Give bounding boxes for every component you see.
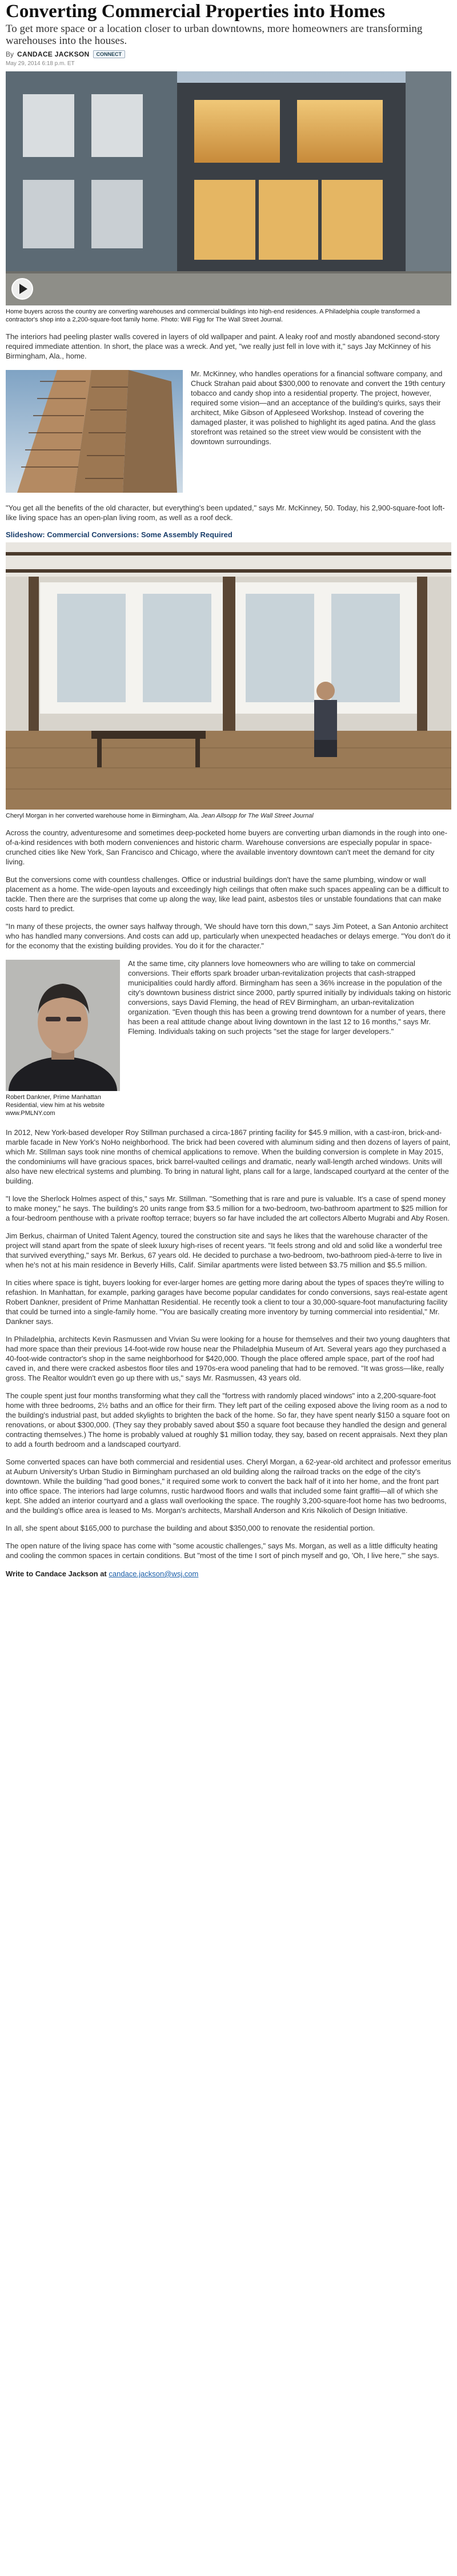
- paragraph: "In many of these projects, the owner says halfway through, 'We should have torn this down,'" says Jim Poteet, a San Antonio architect who has handled many conversions. And costs can add up, particularly when unexpected headaches or delays emerge. "You don't do it for the economy that the existing building provides. You do it for the character.": [6, 922, 451, 950]
- paragraph-with-image: [6, 369, 451, 495]
- paragraph: Across the country, adventuresome and sometimes deep-pocketed home buyers are converting urban diamonds in the rough into one-of-a-kind residences with both modern conveniences and historic charm. Warehouse conversions are especially popular in space-crunched cities like New York, San Francisco and Chicago, where the available inventory downtown can't meet the demand for city living.: [6, 828, 447, 866]
- paragraph: Some converted spaces can have both commercial and residential uses. Cheryl Morgan, a 62-year-old architect and professor emeritus at Auburn University's Urban Studio in Birmingham purchased an old building along the railroad tracks on the edge of the city's downtown. While the building "had good bones," it required some work to convert the back half of it into her home, and the front part into office space. The interiors had large columns, rustic hardwood floors and walls that included some faint graffiti—all of which she kept. She added an interior courtyard and a glass wall overlooking the space. The roughly 3,200-square-foot home has two bedrooms, and the building's office area is leased to Ms. Morgan's architects, Marshall Anderson and Kris Nikolich of Design Initiative.: [6, 1458, 451, 1515]
- play-button[interactable]: [11, 278, 33, 300]
- building-photo-image: [6, 370, 183, 493]
- paragraph: Jim Berkus, chairman of United Talent Agency, toured the construction site and says he likes that the warehouse character of the project will stand apart from the spate of sleek luxury high-rises of recent years. "It feels strong and old and solid like a wonderful tree that survived everything," says Mr. Berkus, 67 years old. He decided to purchase a two-bedroom, two-bathroom pied-à-terre to live in when he's not at his main residence in Beverly Hills, Calif. Similar apartments were listed between $3.75 million and $5.5 million.: [6, 1231, 443, 1269]
- slideshow-title[interactable]: Slideshow: Commercial Conversions: Some Assembly Required: [6, 530, 232, 539]
- byline-prefix: By: [6, 50, 14, 58]
- paragraph: In all, she spent about $165,000 to purchase the building and about $350,000 to renovate the residential portion.: [6, 1524, 375, 1532]
- portrait-link[interactable]: www.PMLNY.com: [6, 1110, 55, 1117]
- paragraph: "I love the Sherlock Holmes aspect of this," says Mr. Stillman. "Something that is rare and pure is valuable. It's a case of spend money to make money," he says. The building's 20 units range from $3.5 million for a two-bedroom, two-bathroom apartment to $25 million for a four-bedroom penthouse with a private rooftop terrace; buyers so far have included the art collectors Alberto Mugrabi and Aby Rosen.: [6, 1194, 450, 1222]
- article: [0, 1, 457, 1589]
- hero-photo: [6, 71, 451, 305]
- slideshow-caption: [6, 812, 451, 820]
- author-name[interactable]: CANDACE JACKSON: [17, 50, 90, 58]
- hero-video[interactable]: [6, 71, 451, 305]
- play-icon: [19, 284, 27, 294]
- paragraph: "You get all the benefits of the old character, but everything's been updated," says Mr. McKinney, 50. Today, his 2,900-square-foot loft-like living space has an open-plan living room, as well as a roof deck.: [6, 504, 445, 522]
- connect-button[interactable]: CONNECT: [93, 50, 126, 58]
- portrait-photo: [6, 960, 120, 1091]
- dek: To get more space or a location closer to urban downtowns, more homeowners are transforming warehouses into the houses.: [6, 23, 423, 47]
- slideshow-photo[interactable]: [6, 542, 451, 810]
- paragraph: The couple spent just four months transforming what they call the "fortress with randomly placed windows" into a 2,200-square-foot home with three bedrooms, 2½ baths and an office for their firm. They left part of the ceiling exposed above the living room as a nod to the building's industrial past, but added skylights to brighten the back of the home. So far, they have spent nearly $150 a square foot on renovations, or about $300,000. (They say they probably saved about $50 a square foot because they handled the design and general contracting themselves.) The home is probably valued at roughly $1 million today, they say, based on recent appraisals. Next they plan to add a fourth bedroom and a landscaped courtyard.: [6, 1391, 450, 1448]
- paragraph: In 2012, New York-based developer Roy Stillman purchased a circa-1867 printing facility for $45.9 million, with a cast-iron, brick-and-marble facade in New York's NoHo neighborhood. The brick had been covered with aluminum siding and then dozens of layers of paint, which Mr. Stillman says took nine months of chemical applications to remove. When the building conversion is complete in May 2015, the condominiums will have gracious spaces, brick barrel-vaulted ceilings and dramatic, nearly wall-length arched windows. Units will also have new electrical systems and plumbing. To bring in natural light, plans call for a large, landscaped courtyard at the center of the building.: [6, 1128, 451, 1185]
- paragraph: The open nature of the living space has come with "some acoustic challenges," says Ms. Morgan, as well as a little difficulty heating and cooling the common spaces in certain conditions. But "most of the time I sort of pinch myself and go, 'Oh, I live here,'" she says.: [6, 1541, 439, 1560]
- paragraph: The interiors had peeling plaster walls covered in layers of old wallpaper and paint. A leaky roof and mostly abandoned second-story required immediate attention. In short, the place was a wreck. And yet, "we really just fell in love with it," says Jay McKinney of his Birmingham, Ala., home.: [6, 332, 440, 360]
- paragraph: But the conversions come with countless challenges. Office or industrial buildings don't have the same plumbing, window or wall placement as a home. The wide-open layouts and exceedingly high ceilings that often make such spaces appealing can be a difficult to tackle. Then there are the surprises that come up along the way, like lead paint, asbestos tiles or unstable foundations that can make costs hard to predict.: [6, 875, 449, 913]
- slideshow-credit: Jean Allsopp for The Wall Street Journal: [201, 812, 314, 819]
- portrait-caption: [6, 1093, 120, 1117]
- portrait-caption-text: Robert Dankner, Prime Manhattan Residential, view him at his website: [6, 1094, 105, 1109]
- byline: [6, 50, 451, 58]
- building-photo: [6, 370, 183, 493]
- slideshow-caption-text: Cheryl Morgan in her converted warehouse home in Birmingham, Ala.: [6, 812, 200, 819]
- contact-prefix: Write to Candace Jackson at: [6, 1569, 107, 1578]
- paragraph: In Philadelphia, architects Kevin Rasmussen and Vivian Su were looking for a house for themselves and their two young daughters that had more space than their previous 14-foot-wide row house near the Philadelphia Museum of Art. Several years ago they purchased a 40-foot-wide contractor's shop in the same neighborhood for $420,000. Though the place offered ample space, part of the roof had caved in, and there were cracked asbestos floor tiles and 1970s-era wood paneling that had to be removed. "It was gross—like, really gross. The Realtor wouldn't even go up there with us," says Mr. Rasmussen, 43 years old.: [6, 1335, 450, 1382]
- portrait: [6, 960, 120, 1117]
- hero-caption: Home buyers across the country are converting warehouses and commercial buildings into high-end residences. A Philadelphia couple transformed a contractor's shop into a 2,200-square-foot family home. Photo: Will Figg for The Wall Street Journal.: [6, 308, 420, 323]
- headline: Converting Commercial Properties into Homes: [6, 1, 386, 22]
- author-contact: [6, 1569, 451, 1578]
- paragraph: Mr. McKinney, who handles operations for a financial software company, and Chuck Strahan paid about $300,000 to renovate and convert the 19th century tobacco and candy shop into a residential property. The project, however, required some vision—and an acceptance of the building's quirks, says their architect, Mike Gibson of Appleseed Workshop. Instead of covering the damaged plaster, it was polished to highlight its aged patina. And the glass storefront was retained so the street view would be consistent with the downtown surroundings.: [191, 369, 446, 446]
- paragraph-with-portrait: [6, 959, 451, 1120]
- author-email-link[interactable]: candace.jackson@wsj.com: [109, 1569, 199, 1578]
- timestamp: May 29, 2014 6:18 p.m. ET: [6, 61, 75, 67]
- warehouse-interior-image: [6, 542, 451, 810]
- paragraph: At the same time, city planners love homeowners who are willing to take on commercial conversions. Their efforts spark broader urban-revitalization projects that cash-strapped municipalities could hardly afford. Birmingham has seen a 36% increase in the population of the city's downtown business district since 2000, partly spurred initially by individuals taking on historic conversions, says David Fleming, the head of REV Birmingham, an urban-revitalization organization. "Even though this has been a growing trend downtown for a number of years, there has been a real attitude change about living downtown in the last 12 to 16 months," says Mr. Fleming. Individuals taking on such projects "set the stage for larger developers.": [128, 959, 451, 1036]
- paragraph: In cities where space is tight, buyers looking for ever-larger homes are getting more daring about the types of spaces they're willing to refashion. In Manhattan, for example, parking garages have become popular candidates for condo conversions, says real-estate agent Robert Dankner, president of Prime Manhattan Residential. He recently took a client to tour a 30,000-square-foot manufacturing facility that could be turned into a single-family home. "You are basically creating more inventory by turning commercial into residential," Mr. Dankner says.: [6, 1278, 448, 1326]
